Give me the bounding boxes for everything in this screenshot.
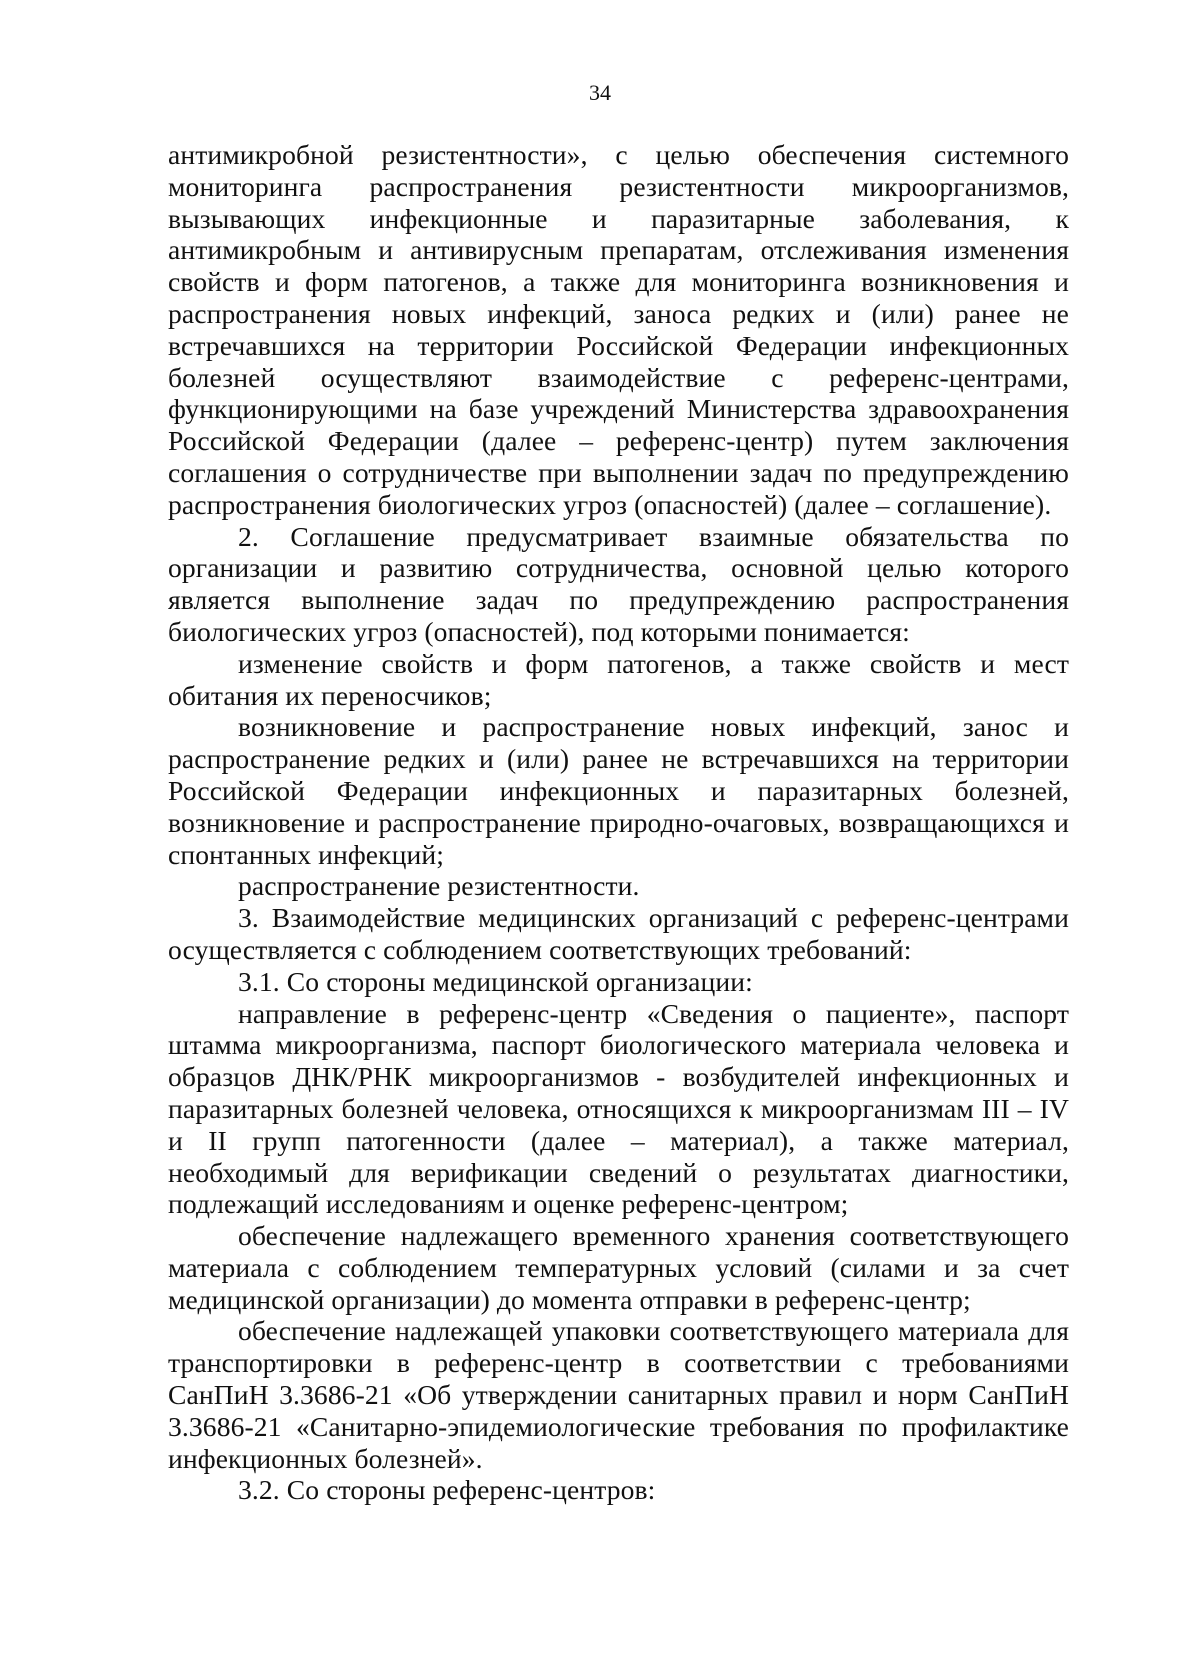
paragraph-2-agreement: 2. Соглашение предусматривает взаимные обязательства по организации и развитию сотрудничества, основной целью которого является выполнение задач по предупреждению распространения биологических угроз (опасностей), под которыми понимается: <box>168 520 1069 647</box>
document-body <box>168 139 1069 1506</box>
page-number: 34 <box>589 80 611 105</box>
paragraph-3-1-storage: обеспечение надлежащего временного хранения соответствующего материала с соблюдением температурных условий (силами и за счет медицинской организации) до момента отправки в референс-центр; <box>168 1220 1069 1315</box>
paragraph-3-interaction: 3. Взаимодействие медицинских организаций с референс-центрами осуществляется с соблюдением соответствующих требований: <box>168 902 1069 965</box>
paragraph-threat-new-infections: возникновение и распространение новых инфекций, занос и распространение редких и (или) ранее не встречавшихся на территории Российской Федерации инфекционных и паразитарных болезней, возникновение и распространение природно-очаговых, возвращающихся и спонтанных инфекций; <box>168 711 1069 870</box>
paragraph-threat-pathogen-change: изменение свойств и форм патогенов, а также свойств и мест обитания их переносчиков; <box>168 647 1069 711</box>
paragraph-3-1-referral: направление в референс-центр «Сведения о пациенте», паспорт штамма микроорганизма, паспорт биологического материала человека и образцов ДНК/РНК микроорганизмов - возбудителей инфекционных и паразитарных болезней человека, относящихся к микроорганизмам III – IV и II групп патогенности (далее – материал), а также материал, необходимый для верификации сведений о результатах диагностики, подлежащий исследованиям и оценке референс-центром; <box>168 997 1069 1220</box>
paragraph-threat-resistance: распространение резистентности. <box>238 870 640 902</box>
paragraph-3-2-heading: 3.2. Со стороны референс-центров: <box>238 1474 656 1506</box>
paragraph-3-1-heading: 3.1. Со стороны медицинской организации: <box>238 965 753 997</box>
paragraph-continuation: антимикробной резистентности», с целью обеспечения системного мониторинга распространения резистентности микроорганизмов, вызывающих инфекционные и паразитарные заболевания, к антимикробным и антивирусным препаратам, отслеживания изменения свойств и форм патогенов, а также для мониторинга возникновения и распространения новых инфекций, заноса редких и (или) ранее не встречавшихся на территории Российской Федерации инфекционных болезней осуществляют взаимодействие с референс-центрами, функционирующими на базе учреждений Министерства здравоохранения Российской Федерации (далее – референс-центр) путем заключения соглашения о сотрудничестве при выполнении задач по предупреждению распространения биологических угроз (опасностей) (далее – соглашение). <box>168 139 1069 520</box>
paragraph-3-1-packaging: обеспечение надлежащей упаковки соответствующего материала для транспортировки в референс-центр в соответствии с требованиями СанПиН 3.3686-21 «Об утверждении санитарных правил и норм СанПиН 3.3686-21 «Санитарно-эпидемиологические требования по профилактике инфекционных болезней». <box>168 1315 1069 1474</box>
